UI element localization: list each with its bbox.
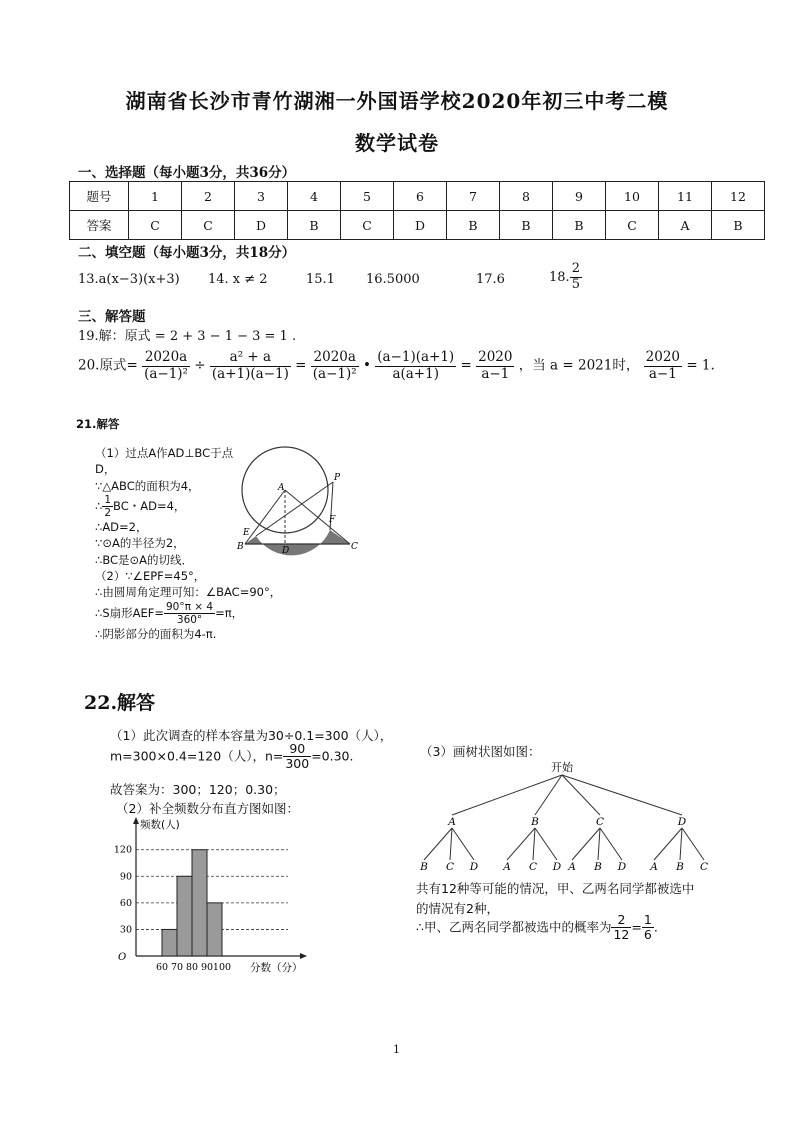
q21-line: D， (95, 462, 116, 477)
q22-right-line4 (416, 913, 658, 943)
y-tick-label: 120 (113, 844, 132, 856)
q22-l2-post: =0.30. (311, 748, 354, 764)
label-e: E (243, 528, 250, 538)
q21-line: ∴由圆周角定理可知：∠BAC=90°， (95, 585, 282, 600)
tree-node-level2: C (528, 861, 538, 873)
label-b: B (237, 542, 244, 552)
shaded-region (245, 530, 350, 555)
table-header-cell: 题号 (70, 182, 129, 211)
y-axis-arrow (133, 817, 139, 824)
table-cell: 9 (553, 182, 606, 211)
segment-ep (256, 482, 333, 536)
q18-denominator: 5 (571, 276, 580, 292)
q21-line: （2）∵∠EPF=45°， (95, 568, 206, 583)
q20-frac2-den: (a+1)(a−1) (211, 365, 289, 382)
q22-l2-pre: m=300×0.4=120（人），n= (110, 748, 284, 764)
table-cell: A (659, 211, 712, 240)
q21-l4-den: 2 (104, 506, 112, 519)
tree-branch (452, 775, 562, 815)
x-tick-label: 60 (155, 962, 169, 973)
tree-branch (654, 828, 682, 860)
table-cell: 2 (182, 182, 235, 211)
q20-frac6-num: 2020 (645, 349, 681, 365)
q21-heading: 21.解答 (76, 417, 120, 431)
q21-line (95, 601, 281, 626)
tree-node-level2: C (445, 861, 455, 873)
table-cell: C (341, 211, 394, 240)
page-subtitle: 数学试卷 (355, 131, 439, 155)
table-cell: B (288, 211, 341, 240)
q20-frac4-den: a(a+1) (392, 365, 439, 382)
answer-q15: 15.1 (306, 272, 335, 287)
tree-node-level1: C (595, 816, 605, 828)
tree-nodes (419, 816, 708, 873)
circle-geometry-figure (230, 432, 360, 557)
x-tick-label: 100 (212, 962, 232, 973)
tree-node-level1: D (677, 816, 687, 828)
y-axis-label: 频数(人) (140, 819, 180, 831)
q20-divide: ÷ (194, 357, 206, 374)
tree-node-level2: D (552, 861, 562, 873)
table-cell: C (182, 211, 235, 240)
tree-diagram (410, 757, 720, 877)
q22-l2-den: 300 (285, 756, 310, 772)
q21-l10-num: 90°π × 4 (166, 600, 214, 613)
table-row-answers (70, 211, 765, 240)
y-tick-label: 60 (119, 897, 132, 909)
page-number: 1 (393, 1043, 400, 1056)
q21-l10-pre: ∴S扇形AEF= (95, 605, 164, 620)
x-tick-label: 70 (170, 962, 184, 973)
q22-right-line2: 共有12种等可能的情况，甲、乙两名同学都被选中 (416, 881, 695, 896)
tree-node-level2: A (503, 861, 511, 873)
table-cell: 4 (288, 182, 341, 211)
segment-ac (285, 490, 350, 544)
table-cell: B (553, 211, 606, 240)
tree-branch (424, 828, 452, 860)
histogram-bar (177, 876, 192, 956)
q20-frac5-num: 2020 (478, 349, 513, 365)
table-cell: 7 (447, 182, 500, 211)
q20-dot: • (362, 357, 371, 374)
q22-heading: 22.解答 (84, 692, 156, 714)
q21-line: ∴阴影部分的面积为4-π. (95, 626, 217, 641)
tree-branch (533, 828, 535, 860)
q18-numerator: 2 (571, 261, 580, 276)
table-cell: 12 (712, 182, 765, 211)
label-f: F (329, 515, 336, 525)
q20-frac3-num: 2020a (311, 350, 359, 367)
answer-q14: 14. x ≠ 2 (208, 272, 268, 287)
q22-l2-num: 90 (283, 742, 311, 757)
tree-node-level1: A (448, 816, 456, 828)
answer-table (69, 181, 765, 240)
q22-line4: （2）补全频数分布直方图如图： (116, 801, 299, 816)
frequency-histogram (110, 814, 320, 976)
label-d: D (282, 546, 290, 556)
q20-frac6-den: a−1 (648, 365, 677, 382)
q21-l4-num: 1 (104, 493, 112, 506)
tree-branches (424, 775, 704, 860)
q20-condition: ，当 a = 2021时， (518, 357, 640, 374)
tree-node-level2: B (594, 861, 602, 873)
q21-line: （1）过点A作AD⊥BC于点 (95, 446, 234, 460)
q20-frac5-den: a−1 (481, 365, 510, 382)
answer-q16: 16.5000 (366, 272, 420, 287)
section-heading-solve: 三、解答题 (78, 309, 146, 325)
answer-q13: 13.a(x−3)(x+3) (78, 272, 180, 287)
tree-node-level2: D (617, 861, 627, 873)
histogram-bar (207, 903, 222, 956)
x-tick-label: 80 (185, 962, 199, 973)
tree-node-level2: C (699, 861, 709, 873)
page-title: 湖南省长沙市青竹湖湘一外国语学校2020年初三中考二模 (125, 89, 669, 113)
x-tick-label: 90 (200, 962, 214, 973)
answer-q18 (549, 262, 582, 293)
histogram-bar (162, 929, 177, 956)
table-cell: B (712, 211, 765, 240)
q22-r4-num2: 1 (643, 912, 652, 927)
q22-right-line1: （3）画树状图如图： (420, 744, 541, 759)
tree-node-level2: B (420, 861, 428, 873)
histogram-bar (192, 850, 207, 956)
table-cell: 3 (235, 182, 288, 211)
table-cell: D (235, 211, 288, 240)
q20-prefix: 20.原式= (78, 357, 138, 374)
q20-equals: = (460, 357, 472, 374)
tree-branch (680, 828, 682, 860)
q22-r4-post: . (653, 919, 658, 935)
tree-branch (507, 828, 535, 860)
q21-line: ∴BC是⊙A的切线． (95, 552, 194, 567)
tree-branch (682, 828, 704, 860)
q22-r4-num1: 2 (611, 913, 631, 928)
x-axis-arrow (300, 953, 307, 959)
section-heading-fill: 二、填空题（每小题3分，共18分） (78, 245, 296, 261)
q22-right-line3: 的情况有2种， (416, 901, 499, 916)
q20-result: = 1. (686, 357, 715, 374)
q21-l4-pre: ∴ (95, 498, 103, 513)
tree-node-level2: A (568, 861, 576, 873)
tree-branch (450, 828, 452, 860)
q22-line3: 故答案为：300；120；0.30； (110, 782, 286, 797)
table-cell: 8 (500, 182, 553, 211)
table-cell: B (447, 211, 500, 240)
tree-branch (535, 828, 557, 860)
q22-r4-den1: 12 (613, 927, 630, 943)
table-cell: C (129, 211, 182, 240)
q22-line2 (110, 742, 353, 772)
x-tick-labels (156, 962, 231, 973)
tree-node-level2: D (469, 861, 479, 873)
q18-prefix: 18. (549, 269, 570, 285)
tree-node-level1: B (531, 816, 539, 828)
answer-q17: 17.6 (476, 272, 505, 287)
label-a: A (278, 483, 285, 493)
table-cell: 1 (129, 182, 182, 211)
table-cell: 5 (341, 182, 394, 211)
table-cell: B (500, 211, 553, 240)
label-p: P (334, 473, 341, 483)
q21-l10-post: =π， (215, 605, 244, 620)
q22-line1: （1）此次调查的样本容量为30÷0.1=300（人）， (110, 728, 393, 743)
table-cell: D (394, 211, 447, 240)
table-cell: 6 (394, 182, 447, 211)
answer-q19: 19.解：原式 = 2 + 3 − 1 − 3 = 1 . (78, 329, 297, 344)
q22-r4-den2: 6 (643, 927, 652, 943)
tree-branch (562, 775, 682, 815)
q20-equals: = (295, 357, 307, 374)
tree-branch (535, 775, 562, 815)
q20-frac1-num: 2020a (142, 350, 190, 367)
tree-branch (600, 828, 622, 860)
origin-label: O (118, 952, 127, 963)
q21-line: ∵⊙A的半径为2， (95, 536, 185, 551)
table-header-cell: 答案 (70, 211, 129, 240)
tree-node-level2: B (676, 861, 684, 873)
q20-frac3-den: (a−1)² (312, 365, 357, 382)
q20-frac1-den: (a−1)² (144, 365, 188, 382)
table-cell: 11 (659, 182, 712, 211)
y-tick-label: 30 (119, 924, 132, 936)
section-heading-choice: 一、选择题（每小题3分，共36分） (78, 165, 296, 181)
q21-l10-den: 360° (176, 613, 203, 626)
x-axis-label: 分数（分） (250, 962, 303, 974)
tree-branch (572, 828, 600, 860)
tree-root-label: 开始 (551, 761, 573, 774)
tree-branch (598, 828, 600, 860)
table-cell: 10 (606, 182, 659, 211)
table-row-numbers (70, 182, 765, 211)
tree-branch (452, 828, 474, 860)
y-tick-label: 90 (119, 871, 132, 883)
q22-r4-pre: ∴甲、乙两名同学都被选中的概率为 (416, 919, 612, 935)
q20-frac4-num: (a−1)(a+1) (377, 349, 455, 365)
q22-r4-eq: = (631, 919, 642, 935)
q21-line: ∵△ABC的面积为4， (95, 478, 200, 493)
y-tick-labels (114, 845, 132, 936)
label-c: C (351, 542, 358, 552)
answer-q20 (78, 350, 715, 382)
q21-l4-post: BC・AD=4， (113, 498, 186, 513)
q21-line: ∴AD=2， (95, 520, 148, 535)
q20-frac2-num: a² + a (210, 350, 291, 367)
tree-node-level2: A (650, 861, 658, 873)
table-cell: C (606, 211, 659, 240)
